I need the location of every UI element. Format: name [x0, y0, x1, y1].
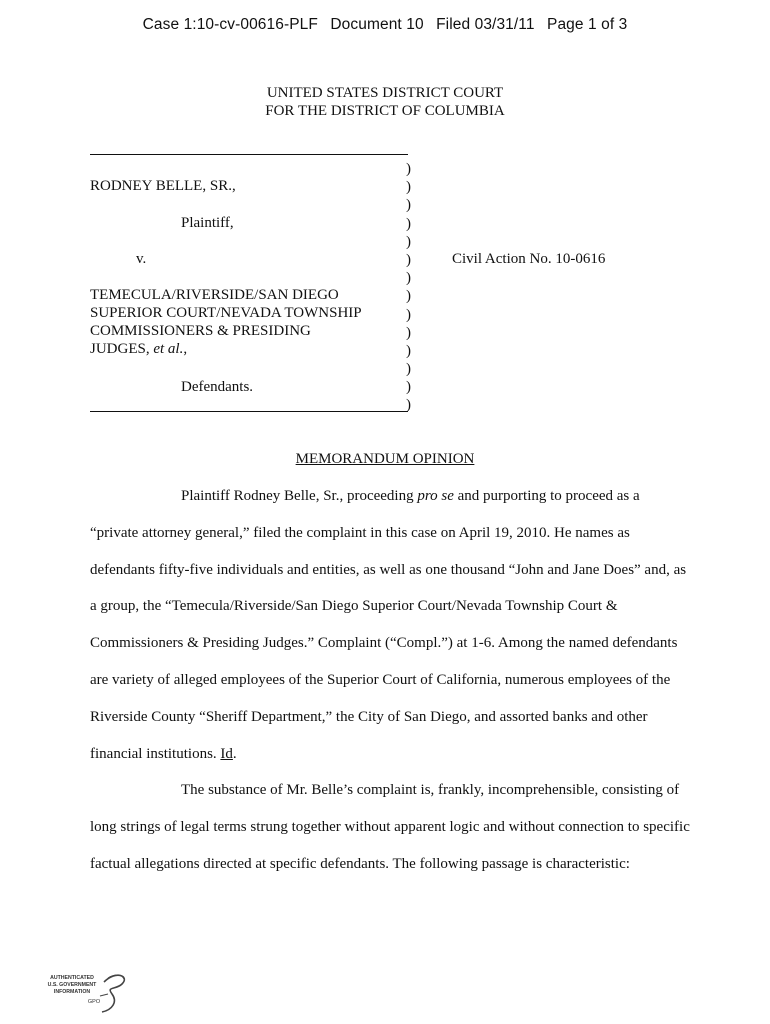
document-header [0, 16, 770, 34]
document-number: Document 10 [330, 16, 424, 33]
caption-bottom-rule [90, 411, 408, 412]
gpo-line-2: U.S. GOVERNMENT [47, 982, 97, 988]
text-run: . [232, 745, 237, 762]
gpo-seal-icon [42, 970, 132, 1016]
paren: ) [406, 361, 411, 378]
paren: ) [406, 397, 411, 414]
citation-id: Id [220, 745, 233, 762]
paren: ) [406, 251, 411, 268]
gpo-authentication-seal [42, 970, 132, 1016]
paragraph-2: The substance of Mr. Belle’s complaint is, frankly, incomprehensible, consisting of long strings of legal terms strung together without apparent logic and without connection to specific factual allegations directed at specific defendants. The following passage is characteristic: [90, 782, 690, 872]
paren: ) [406, 197, 411, 214]
filed-date: Filed 03/31/11 [436, 16, 535, 33]
defendant-names [90, 286, 362, 358]
defendant-line-last [90, 340, 362, 358]
text-run: and purporting to proceed as a “private attorney general,” filed the complaint in this case on April 19, 2010. He names as defendants fifty-five individuals and entities, as well as one thousand “John and Jane Does” and, as a group, the “Temecula/Riverside/San Diego Superior Court/Nevada Township Court & Commissioners & Presiding Judges.” Complaint (“Compl.”) at 1-6. Among the named defendants are variety of alleged employees of the Superior Court of California, numerous employees of the Riverside County “Sheriff Department,” the City of San Diego, and assorted banks and other financial institutions. [90, 488, 687, 762]
paren: ) [406, 342, 411, 359]
defendant-line: SUPERIOR COURT/NEVADA TOWNSHIP [90, 305, 362, 321]
opinion-body [90, 478, 690, 883]
defendant-line: COMMISSIONERS & PRESIDING [90, 323, 311, 339]
case-number: Case 1:10-cv-00616-PLF [142, 16, 318, 33]
paren: ) [406, 379, 411, 396]
plaintiff-name: RODNEY BELLE, SR., [90, 178, 236, 194]
gpo-line-3: INFORMATION [53, 989, 91, 995]
caption-top-rule [90, 154, 408, 155]
comma: , [183, 341, 188, 357]
defendant-role: Defendants. [181, 379, 254, 395]
paren: ) [406, 288, 411, 305]
plaintiff-role: Plaintiff, [181, 215, 234, 231]
gpo-line-1: AUTHENTICATED [50, 975, 94, 981]
caption-parentheses [406, 160, 411, 415]
paren: ) [406, 306, 411, 323]
paren: ) [406, 161, 411, 177]
court-district: FOR THE DISTRICT OF COLUMBIA [265, 103, 505, 119]
gpo-line-4: GPO [87, 999, 101, 1005]
defendant-line: TEMECULA/RIVERSIDE/SAN DIEGO [90, 287, 339, 303]
page-indicator: Page 1 of 3 [547, 16, 628, 33]
opinion-title [0, 451, 770, 468]
paren: ) [406, 270, 411, 287]
paren: ) [406, 179, 411, 196]
court-name: UNITED STATES DISTRICT COURT [266, 85, 504, 101]
opinion-title-text: MEMORANDUM OPINION [295, 451, 475, 467]
paragraph-1 [90, 478, 690, 772]
civil-action-number: Civil Action No. 10-0616 [452, 251, 606, 267]
et-al: et al. [153, 341, 184, 357]
paren: ) [406, 215, 411, 232]
court-heading [0, 84, 770, 120]
versus: v. [136, 251, 147, 267]
defendant-judges: JUDGES, [90, 341, 154, 357]
text-run: Plaintiff Rodney Belle, Sr., proceeding [181, 488, 418, 504]
paren: ) [406, 324, 411, 341]
text-run-italic: pro se [417, 488, 454, 504]
paren: ) [406, 233, 411, 250]
